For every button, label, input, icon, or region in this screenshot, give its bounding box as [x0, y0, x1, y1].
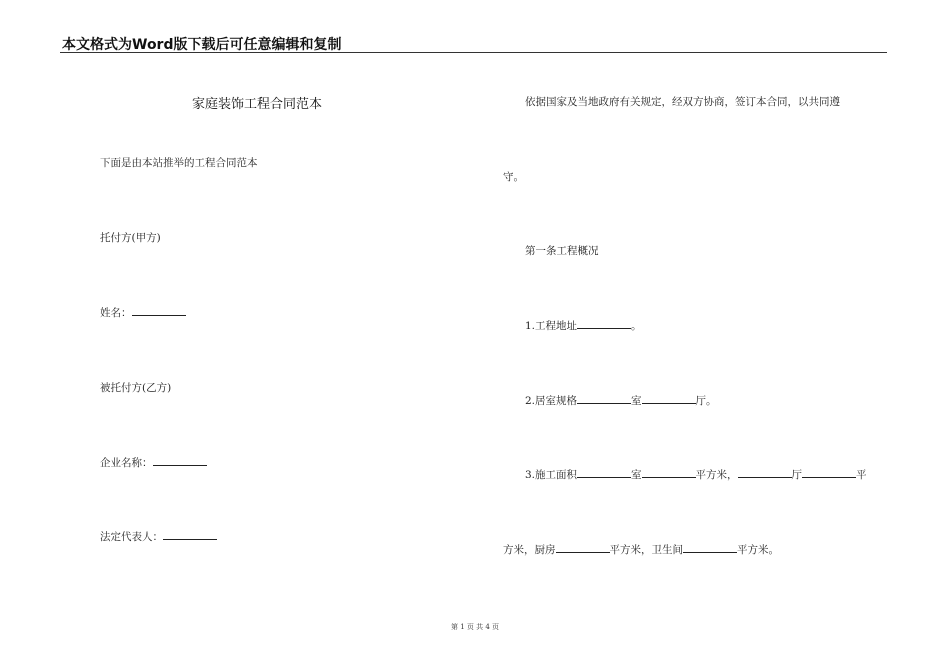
item-3-label: 3.施工面积	[525, 469, 578, 481]
item-1-suffix: 。	[631, 320, 642, 332]
item-3-suffix: 平	[856, 469, 867, 481]
name-label: 姓名：	[100, 307, 132, 319]
address-blank	[577, 318, 631, 329]
legal-rep-field	[100, 529, 217, 544]
legal-rep-label: 法定代表人：	[100, 531, 163, 543]
article-1-title: 第一条工程概况	[525, 245, 599, 257]
legal-rep-blank	[163, 529, 217, 540]
page-number: 第 1 页 共 4 页	[450, 623, 500, 631]
bathroom-sqm-blank	[683, 542, 737, 553]
item-1-label: 1.工程地址	[525, 320, 578, 332]
item-3-area-line-1	[525, 467, 867, 482]
halls-blank	[642, 393, 696, 404]
area-hall-sqm-blank	[802, 467, 856, 478]
intro-text: 下面是由本站推举的工程合同范本	[100, 157, 258, 169]
item-3-line-2-label: 方米，厨房	[503, 544, 556, 556]
header-rule	[60, 52, 887, 53]
item-2-label: 2.居室规格	[525, 395, 578, 407]
area-room-sqm-blank	[642, 467, 696, 478]
area-hall-count-blank	[738, 467, 792, 478]
kitchen-sqm-blank	[556, 542, 610, 553]
area-room-count-blank	[577, 467, 631, 478]
item-2-layout	[525, 393, 717, 408]
name-field	[100, 305, 186, 320]
party-a-label: 托付方(甲方)	[100, 232, 161, 244]
item-3-room-unit: 室	[631, 469, 642, 481]
rooms-blank	[577, 393, 631, 404]
company-field	[100, 455, 207, 470]
name-blank	[132, 305, 186, 316]
item-1-address	[525, 318, 642, 333]
document-header: 本文格式为Word版下载后可任意编辑和复制	[62, 37, 342, 53]
item-3-area-line-2	[503, 542, 779, 557]
company-blank	[153, 455, 207, 466]
preamble-line-1: 依据国家及当地政府有关规定，经双方协商，签订本合同，以共同遵	[525, 96, 840, 108]
preamble-line-2: 守。	[503, 171, 524, 183]
item-2-suffix: 厅。	[695, 395, 717, 407]
item-3-line-2-suffix: 平方米。	[737, 544, 779, 556]
item-3-hall-unit: 厅	[791, 469, 803, 481]
company-label: 企业名称：	[100, 457, 153, 469]
item-2-room-unit: 室	[631, 395, 642, 407]
document-title: 家庭装饰工程合同范本	[192, 97, 323, 112]
party-b-label: 被托付方(乙方)	[100, 382, 172, 394]
item-3-bathroom-label: 平方米，卫生间	[609, 544, 683, 556]
item-3-sqm-unit: 平方米，	[695, 469, 738, 481]
